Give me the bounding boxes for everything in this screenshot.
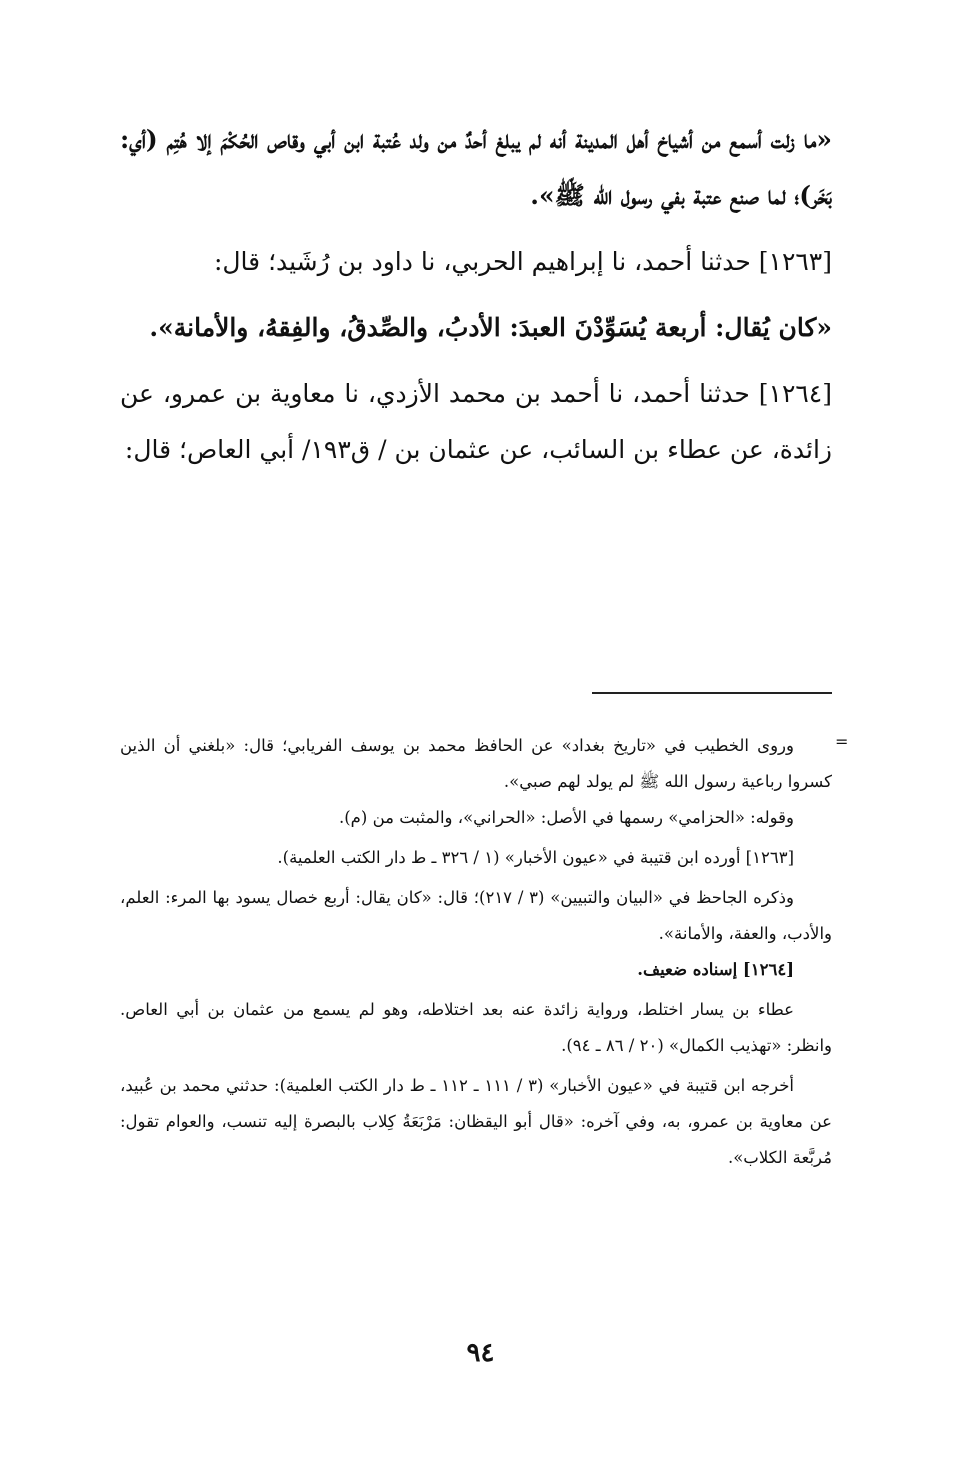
footnote-2: وقوله: «الحزامي» رسمها في الأصل: «الحراني»، والمثبت من (م).: [339, 808, 794, 827]
footnotes: [120, 728, 832, 1176]
hadith-1263-isnad: [١٢٦٣] حدثنا أحمد، نا إبراهيم الحربي، نا داود بن رُشَيد؛ قال:: [213, 247, 832, 276]
narration-quote-1: «ما زلت أسمع من أشياخ أهل المدينة أنه لم يبلغ أحدٌ من ولد عُتبة ابن أبي وقاص الحُكْمَ إلا هُتِم (أي: بَخَر)؛ لما صنع عتبة بفي رسول الله ﷺ».: [120, 125, 832, 210]
hadith-1264-isnad: [١٢٦٤] حدثنا أحمد، نا أحمد بن محمد الأزدي، نا معاوية بن عمرو، عن زائدة، عن عطاء بن السائب، عن عثمان بن / ق١٩٣/ أبي العاص؛ قال:: [120, 379, 832, 464]
footnote-4: وذكره الجاحظ في «البيان والتبيين» (٣ / ٢١٧)؛ قال: «كان يقال: أربع خصال يسود بها المرء: العلم، والأدب، والعفة، والأمانة».: [120, 888, 832, 943]
footnote-continuation-mark: =: [835, 732, 849, 751]
footnote-7: أخرجه ابن قتيبة في «عيون الأخبار» (٣ / ١١١ ـ ١١٢ ـ ط دار الكتب العلمية): حدثني محمد بن عُبيد، عن معاوية بن عمرو، به، وفي آخره: «قال أبو اليقظان: مَرْبَعَةُ كِلاب بالبصرة إليه تنسب، والعوام تقول: مُربَّعة الكلاب».: [120, 1076, 832, 1167]
footnote-5: [١٢٦٤] إسناده ضعيف.: [637, 960, 794, 979]
footnote-1: وروى الخطيب في «تاريخ بغداد» عن الحافظ محمد بن يوسف الفريابي؛ قال: «بلغني أن الذين كسروا رباعية رسول الله ﷺ لم يولد لهم صبي».: [120, 736, 832, 791]
page-number: ٩٤: [466, 1338, 495, 1368]
narration-quote-2: «كان يُقال: أربعة يُسَوِّدْنَ العبدَ: الأدبُ، والصِّدقُ، والفِقهُ، والأمانة».: [149, 313, 832, 342]
main-text: [120, 112, 832, 478]
footnote-6: عطاء بن يسار اختلط، ورواية زائدة عنه بعد اختلاطه، وهو لم يسمع من عثمان بن أبي العاص. وانظر: «تهذيب الكمال» (٢٠ / ٨٦ ـ ٩٤).: [120, 1000, 832, 1055]
footnote-3: [١٢٦٣] أورده ابن قتيبة في «عيون الأخبار» (١ / ٣٢٦ ـ ط دار الكتب العلمية).: [277, 848, 794, 867]
